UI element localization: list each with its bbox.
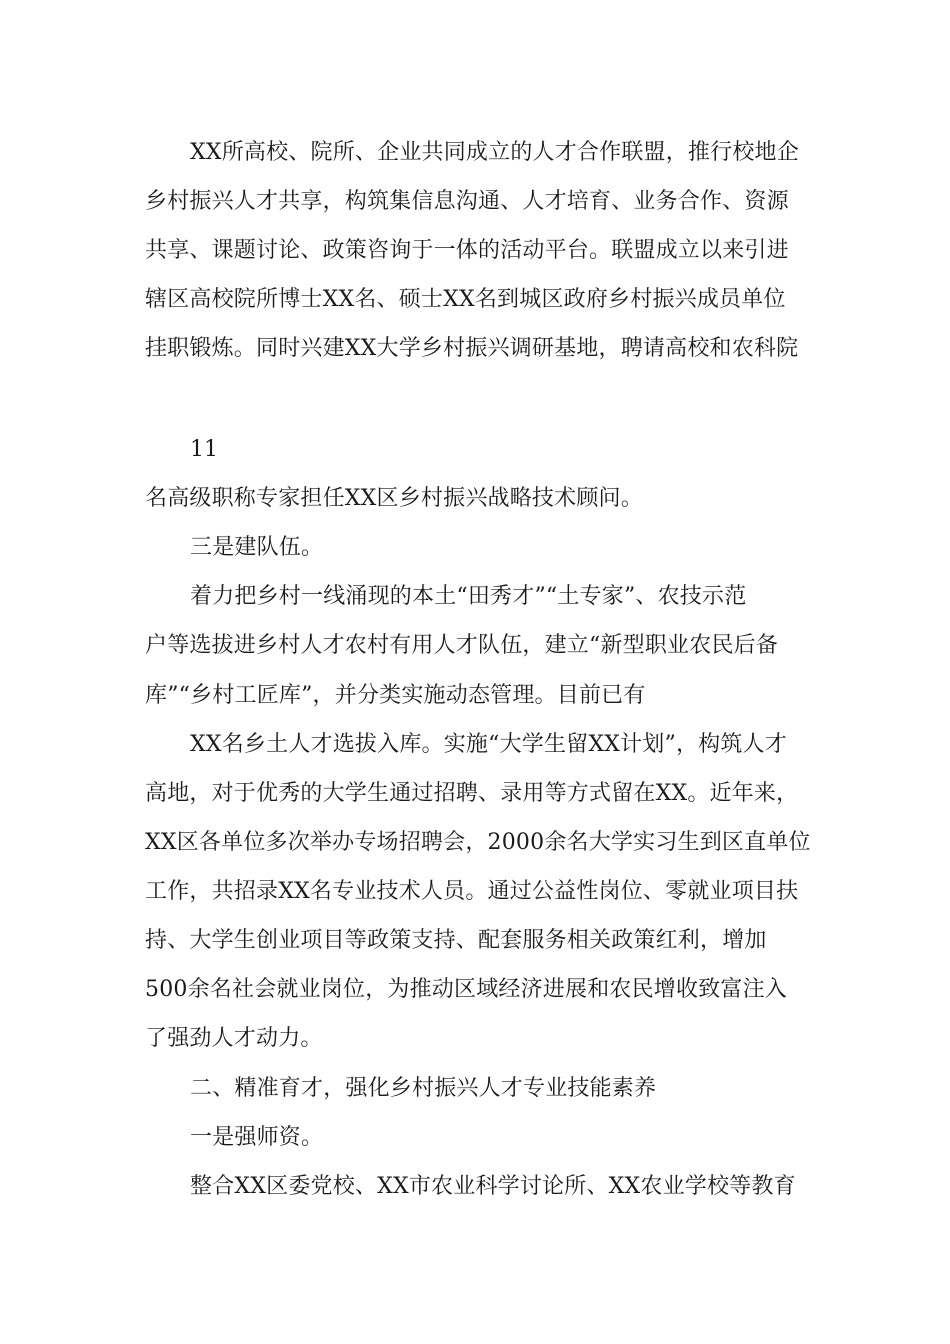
paragraph-line: 辖区高校院所博士XX名、硕士XX名到城区政府乡村振兴成员单位: [145, 287, 786, 312]
paragraph-line: XX所高校、院所、企业共同成立的人才合作联盟，推行校地企: [190, 140, 799, 165]
paragraph-line: 共享、课题讨论、政策咨询于一体的活动平台。联盟成立以来引进: [145, 238, 789, 263]
paragraph-line: 挂职锻炼。同时兴建XX大学乡村振兴调研基地，聘请高校和农科院: [145, 336, 799, 361]
paragraph-line: 工作，共招录XX名专业技术人员。通过公益性岗位、零就业项目扶: [145, 879, 799, 904]
paragraph-line: 户等选拔进乡村人才农村有用人才队伍，建立“新型职业农民后备: [145, 633, 779, 658]
paragraph-line: 整合XX区委党校、XX市农业科学讨论所、XX农业学校等教育: [190, 1174, 796, 1199]
paragraph-line: 库”“乡村工匠库”，并分类实施动态管理。目前已有: [145, 683, 646, 708]
paragraph-line: 名高级职称专家担任XX区乡村振兴战略技术顾问。: [145, 486, 643, 511]
paragraph-line: 500余名社会就业岗位，为推动区域经济进展和农民增收致富注入: [145, 977, 787, 1002]
paragraph-line: 高地，对于优秀的大学生通过招聘、录用等方式留在XX。近年来，: [145, 781, 799, 806]
paragraph-line: XX区各单位多次举办专场招聘会，2000余名大学实习生到区直单位: [145, 830, 811, 855]
paragraph-line: 了强劲人才动力。: [145, 1026, 323, 1051]
paragraph-line: XX名乡土人才选拔入库。实施“大学生留XX计划”，构筑人才: [190, 732, 787, 757]
paragraph-line: 乡村振兴人才共享，构筑集信息沟通、人才培育、业务合作、资源: [145, 189, 789, 214]
section-heading: 二、精准育才，强化乡村振兴人才专业技能素养: [190, 1076, 657, 1101]
subheading: 一是强师资。: [190, 1125, 324, 1150]
paragraph-line: 持、大学生创业项目等政策支持、配套服务相关政策红利，增加: [145, 928, 767, 953]
page-number: 11: [190, 437, 218, 462]
paragraph-line: 着力把乡村一线涌现的本土“田秀才”“土专家”、农技示范: [190, 584, 747, 609]
subheading: 三是建队伍。: [190, 535, 324, 560]
